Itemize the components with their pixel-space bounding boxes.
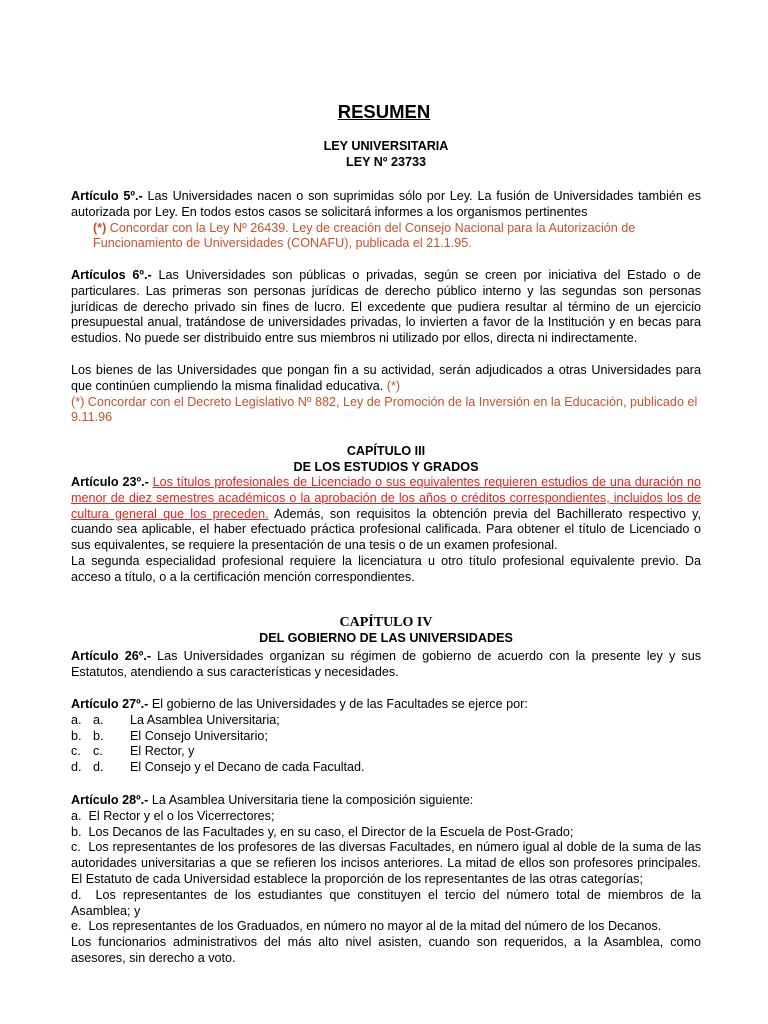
article-27 (71, 697, 701, 776)
article-28-text: La Asamblea Universitaria tiene la composición siguiente: (148, 793, 474, 807)
list-item (71, 888, 701, 920)
list-marker: a. (71, 808, 82, 823)
article-26-body (71, 649, 701, 681)
list-marker: b. (71, 824, 82, 839)
list-marker: d. (71, 760, 82, 775)
list-item (71, 919, 701, 935)
article-27-label: Artículo 27º.- (71, 697, 149, 711)
article-6 (71, 268, 701, 426)
article-6-text: Las Universidades son públicas o privadas, según se creen por iniciativa del Estado o de particulares. Las primeras son personas jurídicas de derecho público interno y las segundas son personas jurídicas de derecho privado sin fines de lucro. El excedente que pudiera resultar al término de un ejercicio presupuestal anual, tratándose de universidades privadas, lo invierten a favor de la Institución y en becas para estudios. No puede ser distribuido entre sus miembros ni utilizado por ellos, directa ni indirectamente. (71, 268, 701, 346)
article-23-body (71, 475, 701, 554)
article-23-label: Artículo 23º.- (71, 475, 149, 489)
article-5-body (71, 189, 701, 221)
article-28-body (71, 793, 701, 809)
article-6-p2-ref: (*) (383, 378, 401, 393)
article-26-text: Las Universidades organizan su régimen de gobierno de acuerdo con la presente ley y sus Estatutos, atendiendo a sus características y necesidades. (71, 649, 701, 679)
article-6-label: Artículos 6º.- (71, 268, 152, 282)
article-27-text: El gobierno de las Universidades y de las Facultades se ejerce por: (148, 697, 528, 711)
list-marker: b. (93, 728, 104, 743)
list-item-text: Los representantes de los Graduados, en número no mayor al de la mitad del número de los Decanos. (88, 919, 662, 934)
list-marker: c. (71, 840, 81, 855)
article-6-body (71, 268, 701, 347)
law-heading (71, 139, 701, 171)
list-marker: a. (71, 712, 82, 727)
list-item (71, 729, 701, 745)
article-28-label: Artículo 28º.- (71, 793, 149, 807)
law-number: LEY Nº 23733 (346, 154, 426, 169)
list-item-text: Los Decanos de las Facultades y, en su caso, el Director de la Escuela de Post-Grado; (88, 824, 574, 839)
list-marker: b. (71, 728, 82, 743)
page-title: RESUMEN (337, 101, 431, 122)
list-item-text: El Consejo Universitario; (130, 728, 268, 743)
law-name: LEY UNIVERSITARIA (323, 139, 449, 153)
article-5-reference (71, 221, 701, 253)
list-item (71, 809, 701, 825)
article-23-text: Además, son requisitos la obtención previa del Bachillerato respectivo y, cuando sea aplicable, el haber efectuado práctica profesional calificada. Para obtener el título de Licenciado o sus equivalentes, se requiere la presentación de una tesis o de un examen profesional. (71, 506, 701, 553)
reference-mark: (*) (93, 220, 107, 235)
article-6-p2-text: Los bienes de las Universidades que pongan fin a su actividad, serán adjudicados a otras Universidades para que continúen cumpliendo la misma finalidad educativa. (71, 362, 701, 393)
article-5-label: Artículo 5º.- (71, 189, 143, 203)
article-6-reference: (*) Concordar con el Decreto Legislativo Nº 882, Ley de Promoción de la Inversión en la Educación, publicado el 9.11.96 (71, 394, 698, 425)
chapter-3-title: CAPÍTULO III (346, 444, 426, 458)
article-26-label: Artículo 26º.- (71, 649, 152, 663)
list-item-text: Los representantes de los estudiantes que constituyen el tercio del número total de miembros de la Asamblea; y (71, 887, 701, 918)
article-6-paragraph-2 (71, 363, 701, 395)
list-item-text: Los representantes de los profesores de las diversas Facultades, en número igual al doble de la suma de las autoridades universitarias a que se refieren los incisos anteriores. La mitad de ellos son profesores principales. El Estatuto de cada Universidad establece la proporción de los representantes de las otras categorías; (71, 840, 702, 886)
list-item-text: El Rector y el o los Vicerrectores; (88, 808, 275, 823)
article-28 (71, 793, 701, 967)
list-item-text: La Asamblea Universitaria; (130, 712, 280, 727)
list-item (71, 825, 701, 841)
article-5 (71, 189, 701, 252)
article-5-reference-text: Concordar con la Ley Nº 26439. Ley de creación del Consejo Nacional para la Autorización de Funcionamiento de Universidades (CONAFU), publicada el 21.1.95. (93, 220, 636, 251)
article-23-paragraph-2: La segunda especialidad profesional requiere la licenciatura u otro título profesional equivalente previo. Da acceso a título, o a la certificación mención correspondientes. (71, 553, 701, 584)
list-marker: a. (93, 712, 104, 727)
article-27-body (71, 697, 701, 713)
list-item (71, 713, 701, 729)
list-item-text: El Consejo y el Decano de cada Facultad. (130, 760, 365, 775)
article-23 (71, 475, 701, 586)
list-marker: e. (71, 919, 82, 934)
article-28-closing: Los funcionarios administrativos del más alto nivel asisten, cuando son requeridos, a la Asamblea, como asesores, sin derecho a voto. (71, 935, 701, 965)
article-5-text: Las Universidades nacen o son suprimidas sólo por Ley. La fusión de Universidades también es autorizada por Ley. En todos estos casos se solicitará informes a los organismos pertinentes (71, 189, 701, 219)
list-item (71, 744, 701, 760)
chapter-4-title: CAPÍTULO IV (339, 615, 433, 630)
chapter-3-heading (71, 444, 701, 476)
chapter-4-heading (71, 615, 701, 647)
chapter-4-subtitle: DEL GOBIERNO DE LAS UNIVERSIDADES (259, 630, 513, 645)
article-23-underlined: Los títulos profesionales de Licenciado o sus equivalentes requieren estudios de una duración no menor de diez semestres académicos o la aprobación de los años o créditos correspondientes, incluidos los de cultura general que los preceden. (71, 475, 701, 521)
list-item (71, 840, 701, 887)
chapter-3-subtitle: DE LOS ESTUDIOS Y GRADOS (293, 459, 479, 474)
article-26 (71, 649, 701, 681)
list-item-text: El Rector, y (130, 744, 195, 759)
list-marker: d. (93, 760, 104, 775)
list-marker: c. (71, 744, 81, 759)
list-marker: d. (71, 887, 82, 902)
list-item (71, 760, 701, 776)
list-marker: c. (93, 744, 103, 759)
